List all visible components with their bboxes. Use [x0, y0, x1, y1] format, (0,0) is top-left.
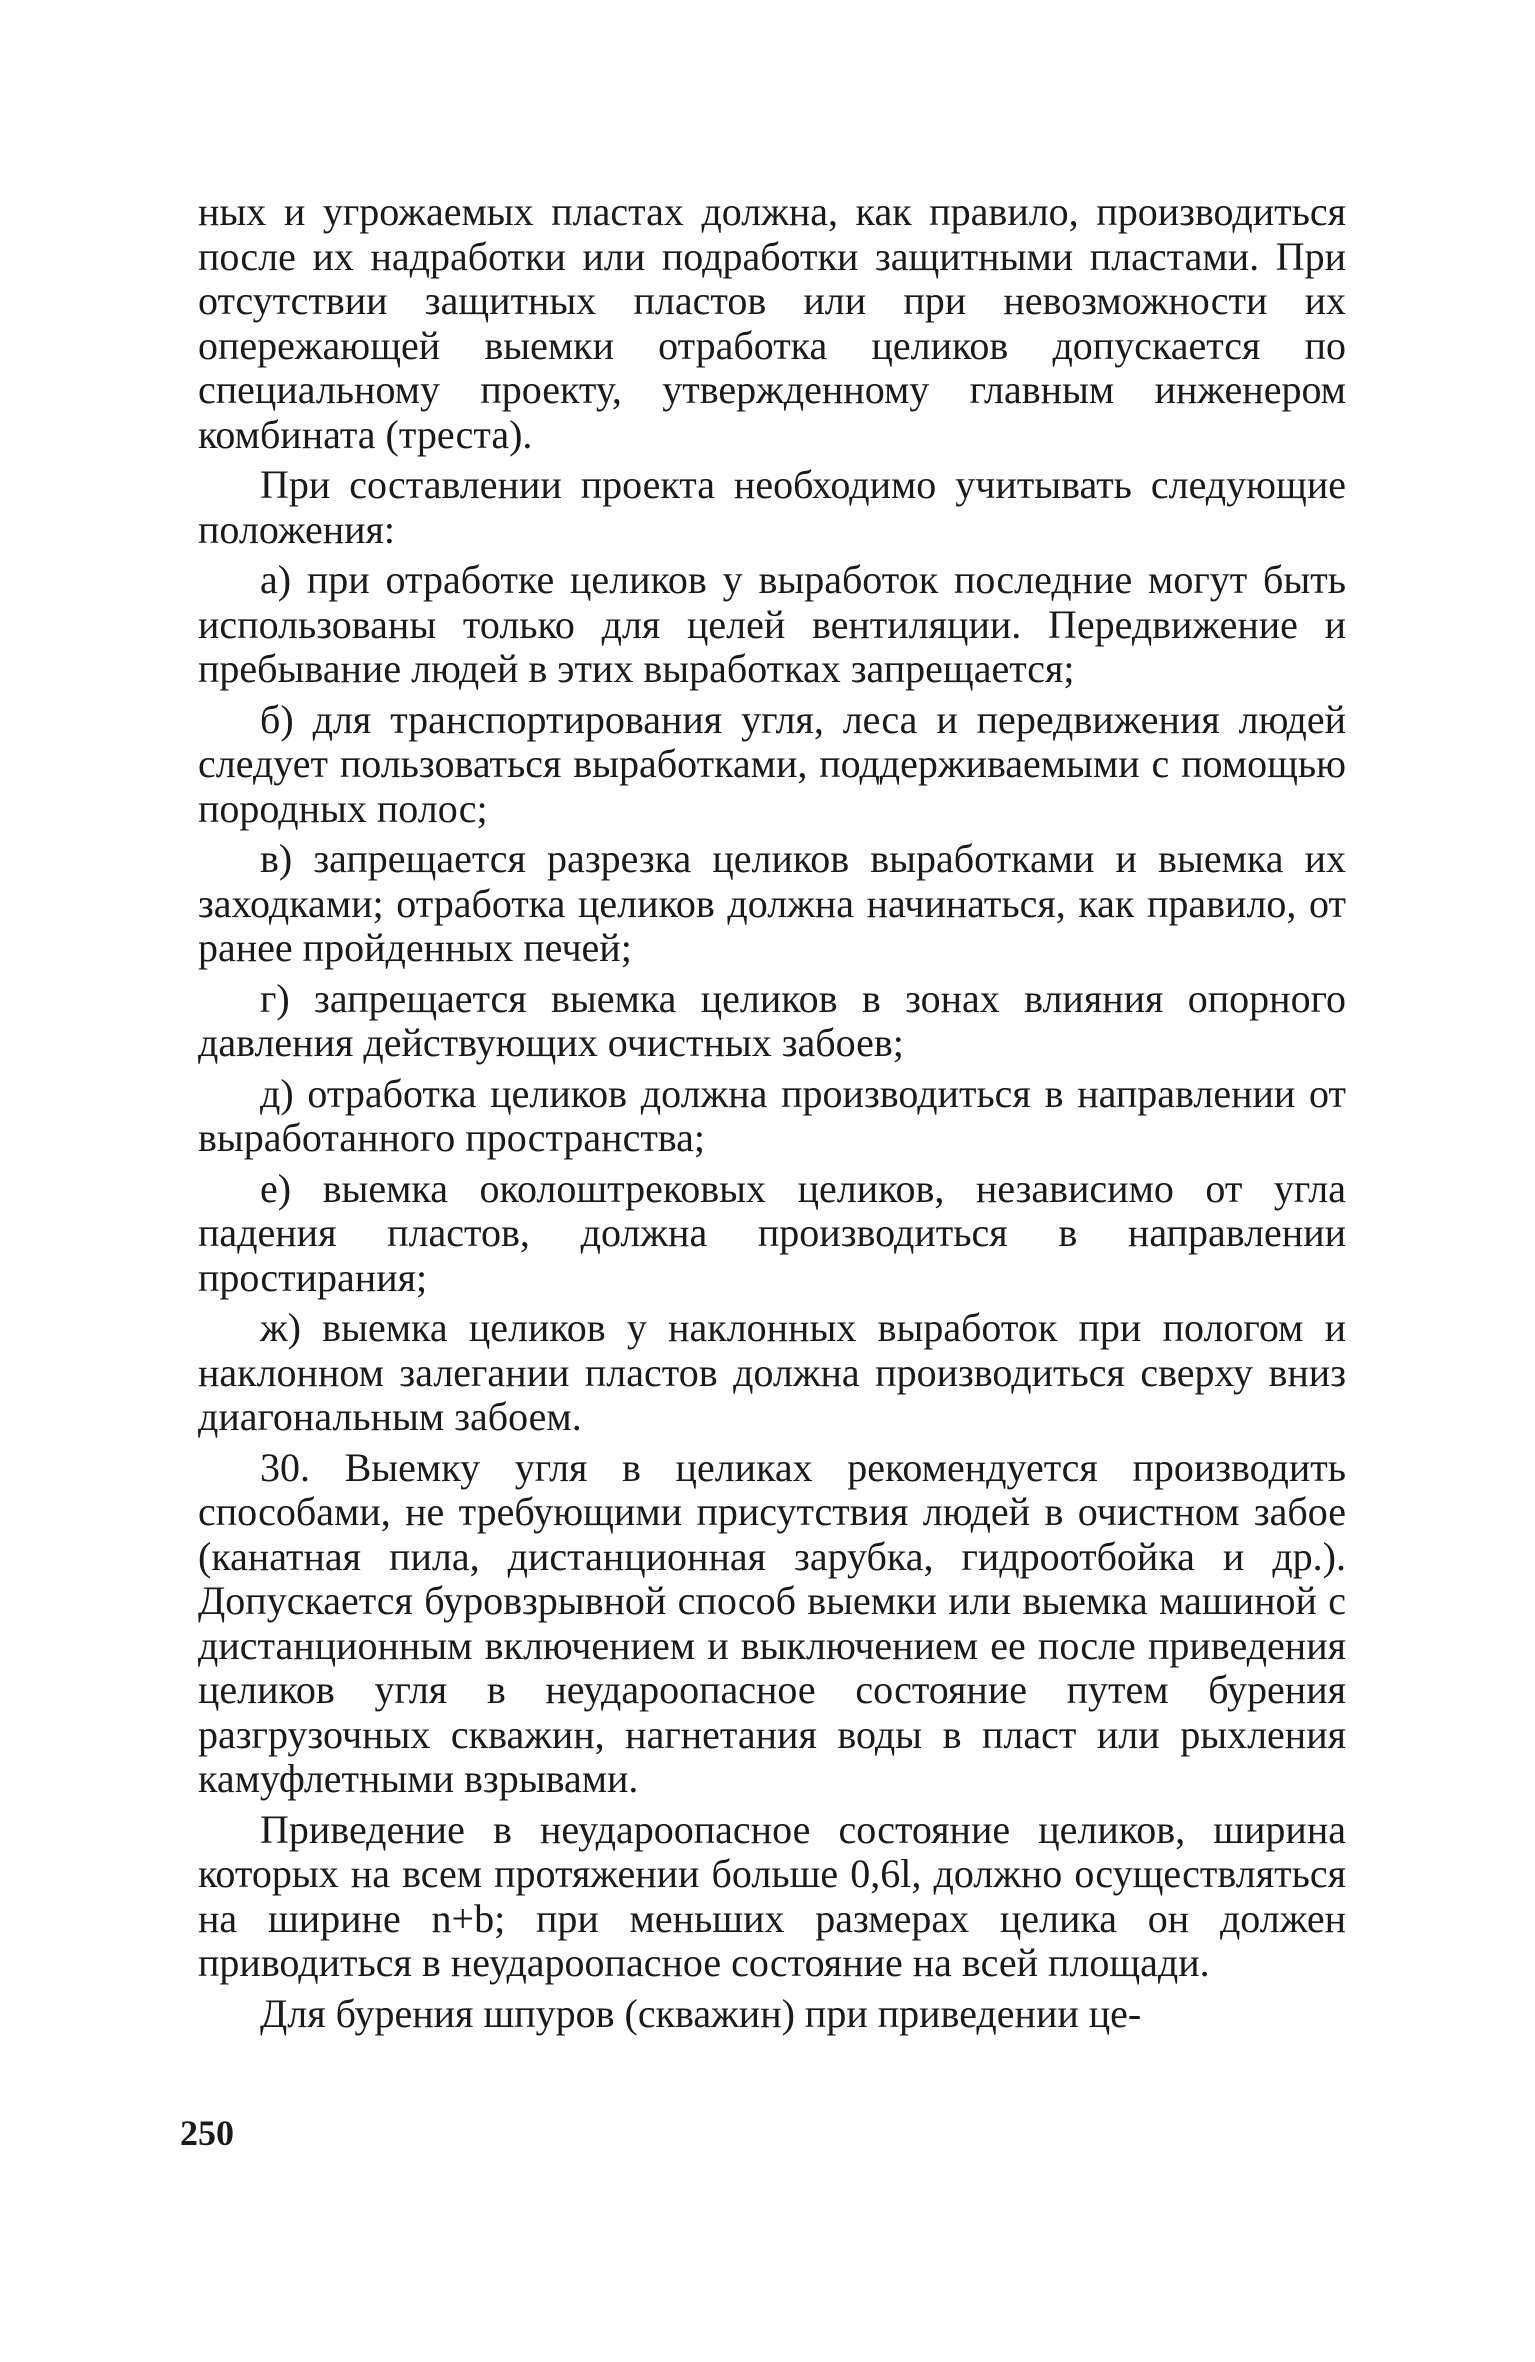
body-text: [198, 190, 1346, 2036]
paragraph: Приведение в неудароопасное состояние целиков, ширина которых на всем протяжении больше 0,6l, должно осуществляться на ширине n+b; при меньших размерах целика он должен приводиться в неудароопасное состояние на всей площади.: [198, 1806, 1346, 1985]
paragraph: Для бурения шпуров (скважин) при приведении це-: [260, 1990, 1142, 2036]
section-30-paragraph: 30. Выемку угля в целиках рекомендуется производить способами, не требующими присутствия людей в очистном забое (канатная пила, дистанционная зарубка, гидроотбойка и др.). Допускается буровзрывной способ выемки или выемка машиной с дистанционным включением и выключением ее после приведения целиков угля в неудароопасное состояние путем бурения разгрузочных скважин, нагнетания воды в пласт или рыхления камуфлетными взрывами.: [198, 1444, 1346, 1801]
list-item-zh: ж) выемка целиков у наклонных выработок при пологом и наклонном залегании пластов должна производиться сверху вниз диагональным забоем.: [198, 1305, 1346, 1439]
page-number: 250: [180, 2113, 234, 2153]
list-item-e: е) выемка околоштрековых целиков, независимо от угла падения пластов, должна производиться в направлении простирания;: [198, 1165, 1346, 1300]
list-item-v: в) запрещается разрезка целиков выработками и выемка их заходками; отработка целиков должна начинаться, как правило, от ранее пройденных печей;: [198, 836, 1346, 970]
list-item-a: а) при отработке целиков у выработок последние могут быть использованы только для целей вентиляции. Передвижение и пребывание людей в этих выработках запрещается;: [198, 557, 1346, 691]
paragraph: При составлении проекта необходимо учитывать следующие положения:: [198, 462, 1346, 552]
list-item-d: д) отработка целиков должна производиться в направлении от выработанного пространства;: [198, 1070, 1346, 1160]
paragraph: ных и угрожаемых пластах должна, как правило, производиться после их надработки или подработки защитными пластами. При отсутствии защитных пластов или при невозможности их опережающей выемки отработка целиков допускается по специальному проекту, утвержденному главным инженером комбината (треста).: [198, 189, 1346, 457]
list-item-b: б) для транспортирования угля, леса и передвижения людей следует пользоваться выработками, поддерживаемыми с помощью породных полос;: [198, 696, 1346, 831]
list-item-g: г) запрещается выемка целиков в зонах влияния опорного давления действующих очистных забоев;: [198, 975, 1346, 1065]
